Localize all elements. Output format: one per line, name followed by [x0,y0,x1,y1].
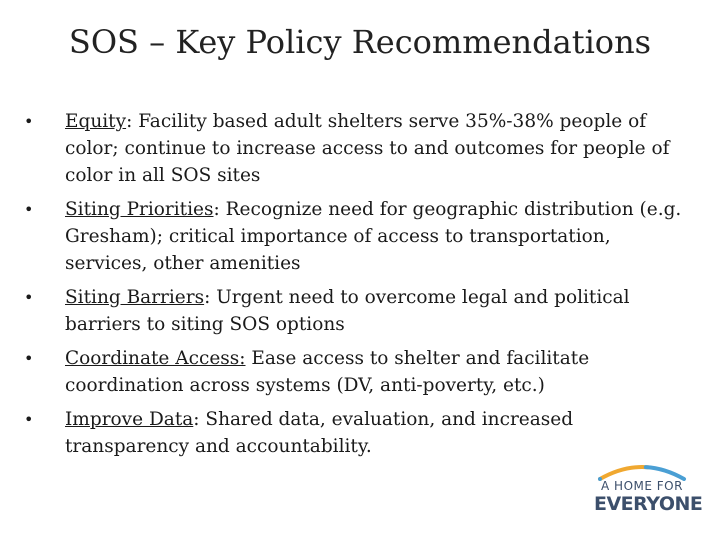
bullet-separator: : [213,199,226,220]
bullet-text: Ease access to shelter and facilitate coordination across systems (DV, anti-poverty, etc.) [65,348,590,396]
bullet-marker: • [24,112,34,131]
bullet-term: Siting Barriers [65,287,205,308]
logo-arc-icon [594,461,690,481]
bullet-item-equity [24,108,694,189]
bullet-item-improve-data [24,406,694,460]
bullet-marker: • [24,200,34,219]
a-home-for-everyone-logo [594,461,703,521]
bullet-item-siting-priorities [24,196,694,277]
bullet-separator: : [193,409,206,430]
bullet-term: Coordinate Access: [65,348,246,369]
bullet-text: Urgent need to overcome legal and political barriers to siting SOS options [65,287,630,335]
bullet-marker: • [24,288,34,307]
bullet-term: Siting Priorities [65,199,214,220]
bullet-list [24,108,694,467]
bullet-separator: : [126,111,139,132]
bullet-item-siting-barriers [24,284,694,338]
slide-title: SOS – Key Policy Recommendations [68,23,652,61]
bullet-marker: • [24,410,34,429]
bullet-marker: • [24,349,34,368]
bullet-term: Improve Data [65,409,194,430]
bullet-text: Shared data, evaluation, and increased transparency and accountability. [65,409,574,457]
bullet-term: Equity [65,111,127,132]
bullet-separator: : [204,287,217,308]
logo-text-line1: A HOME FOR [601,479,683,493]
bullet-text: Facility based adult shelters serve 35%-38% people of color; continue to increase access to and outcomes for people of color in all SOS sites [65,111,670,186]
logo-text-line2: EVERYONE [594,493,703,515]
bullet-text: Recognize need for geographic distribution (e.g. Gresham); critical importance of access to transportation, services, other amenities [65,199,682,274]
bullet-item-coordinate-access [24,345,694,399]
